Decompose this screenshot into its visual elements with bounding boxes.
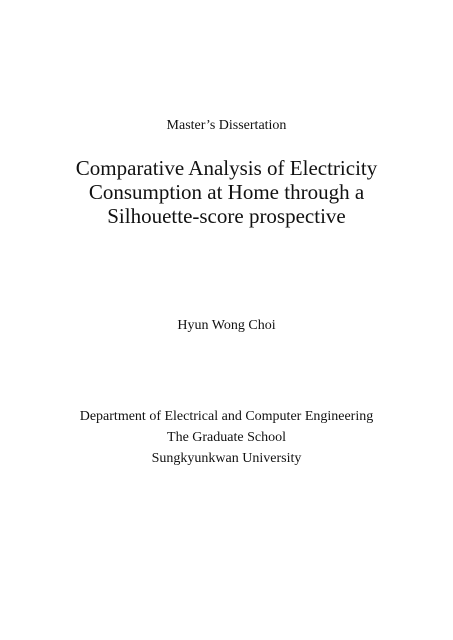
- dissertation-title: [0, 156, 453, 228]
- title-line: Silhouette-score prospective: [107, 204, 346, 228]
- affiliation-block: [0, 406, 453, 469]
- title-line: Comparative Analysis of Electricity: [75, 156, 378, 180]
- department-name: Department of Electrical and Computer Engineering: [79, 409, 374, 424]
- school-name: The Graduate School: [167, 430, 286, 445]
- university-name: Sungkyunkwan University: [151, 451, 302, 466]
- degree-label: Master’s Dissertation: [166, 118, 287, 133]
- title-line: Consumption at Home through a: [88, 180, 365, 204]
- author-name: Hyun Wong Choi: [177, 318, 276, 333]
